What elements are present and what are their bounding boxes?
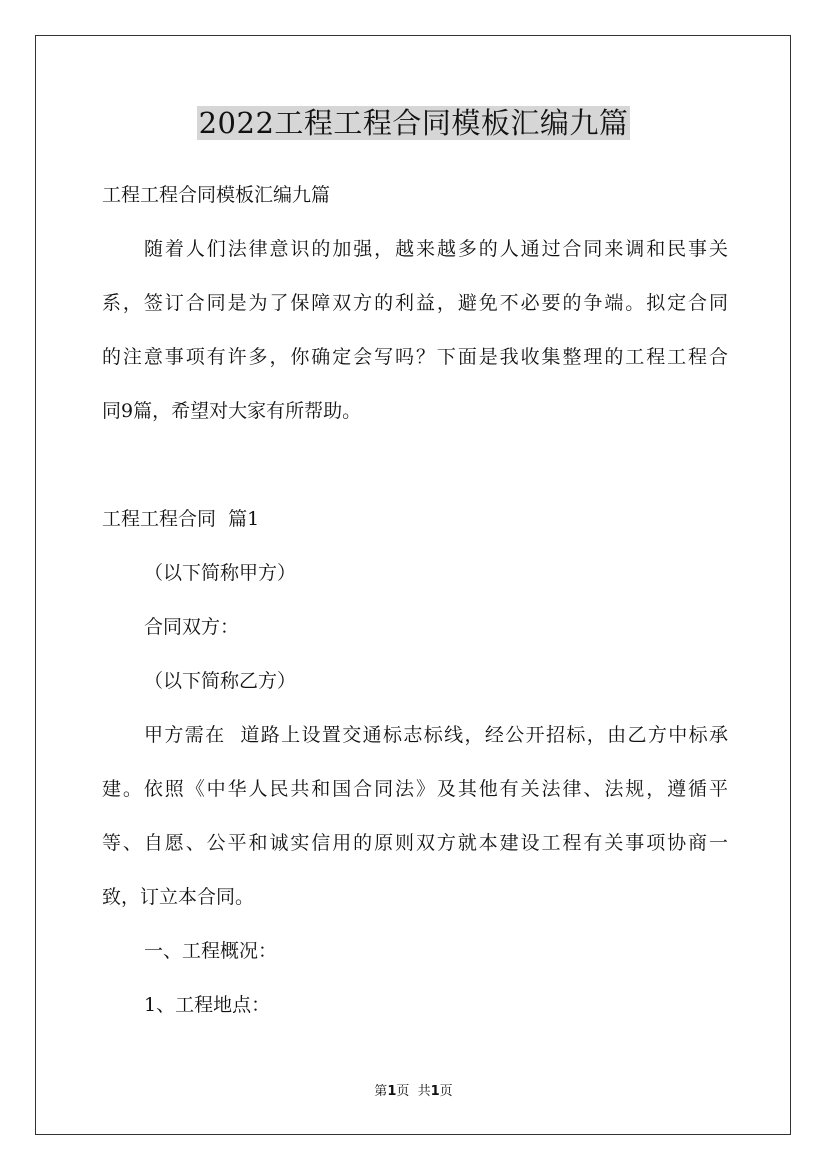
footer-total-suffix: 页	[439, 1084, 453, 1099]
body-line-2: 建。依照《中华人民共和国合同法》及其他有关法律、法规，遵循平	[102, 778, 728, 800]
footer-page-prefix: 第	[374, 1084, 388, 1099]
body-line-3: 等、自愿、公平和诚实信用的原则双方就本建设工程有关事项协商一	[102, 832, 728, 854]
page-footer	[0, 1082, 827, 1102]
paragraph-gap	[102, 438, 728, 492]
document-title	[0, 98, 827, 148]
intro-line-1: 随着人们法律意识的加强，越来越多的人通过合同来调和民事关	[144, 238, 728, 260]
intro-line-2: 系，签订合同是为了保障双方的利益，避免不必要的争端。拟定合同	[102, 292, 728, 314]
footer-page-suffix: 页 共	[396, 1084, 431, 1099]
section-heading: 工程工程合同 篇1	[102, 508, 260, 530]
party-a-line: （以下简称甲方）	[144, 562, 297, 584]
footer-total-pages: 1	[430, 1084, 440, 1099]
document-title-text: 2022工程工程合同模板汇编九篇	[198, 106, 629, 140]
document-body	[102, 168, 728, 1032]
parties-label: 合同双方：	[144, 616, 240, 638]
party-b-line: （以下简称乙方）	[144, 670, 297, 692]
clause-1-heading: 一、工程概况：	[144, 940, 278, 962]
intro-line-4: 同9篇，希望对大家有所帮助。	[102, 400, 362, 422]
body-line-1: 甲方需在 道路上设置交通标志标线，经公开招标，由乙方中标承	[144, 724, 728, 746]
footer-page-number: 1	[387, 1084, 397, 1099]
body-line-4: 致，订立本合同。	[102, 886, 255, 908]
clause-1-1: 1、工程地点：	[144, 994, 271, 1016]
document-subtitle: 工程工程合同模板汇编九篇	[102, 184, 331, 206]
intro-line-3: 的注意事项有许多，你确定会写吗？下面是我收集整理的工程工程合	[102, 346, 728, 368]
